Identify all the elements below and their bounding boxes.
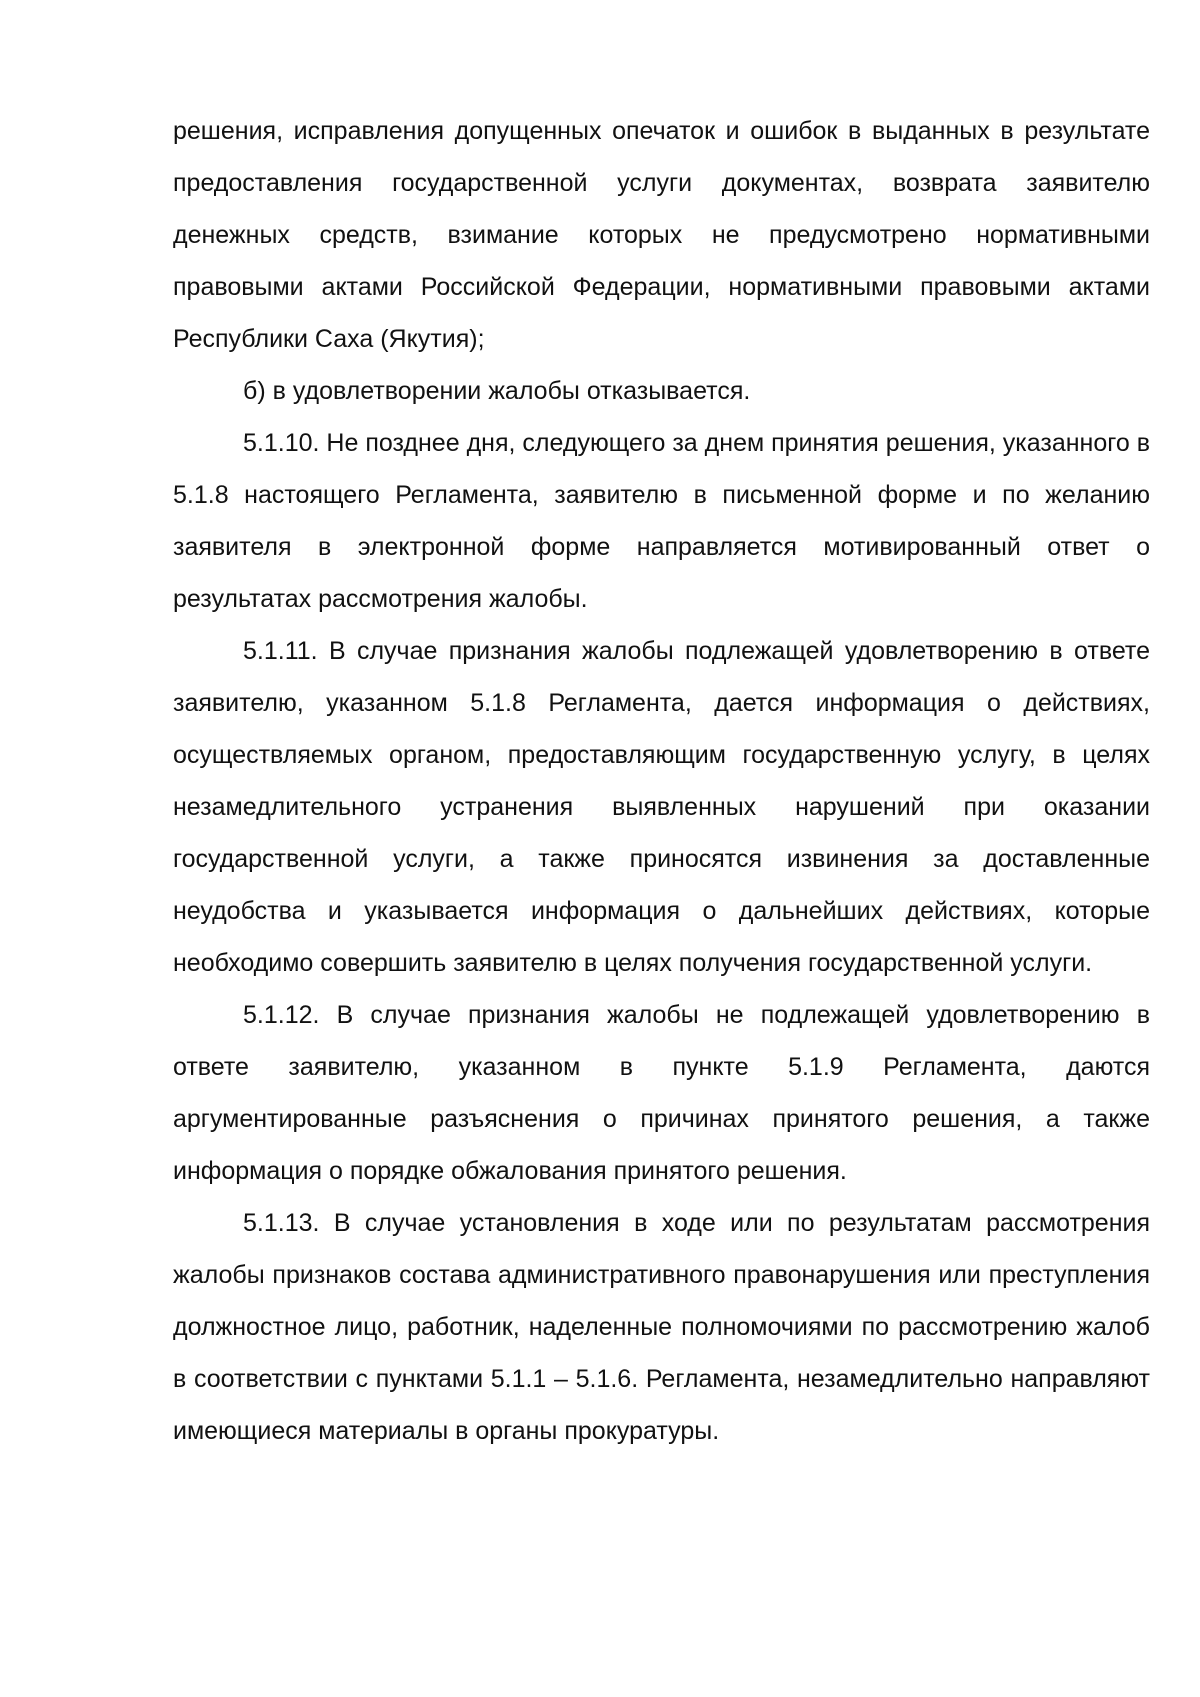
document-page <box>173 105 1150 1457</box>
paragraph-5-1-13: 5.1.13. В случае установления в ходе или по результатам рассмотрения жалобы признаков состава административного правонарушения или преступления должностное лицо, работник, наделенные полномочиями по рассмотрению жалоб в соответствии с пунктами 5.1.1 – 5.1.6. Регламента, незамедлительно направляют имеющиеся материалы в органы прокуратуры. <box>173 1209 1150 1445</box>
paragraph-5-1-11: 5.1.11. В случае признания жалобы подлежащей удовлетворению в ответе заявителю, указанном 5.1.8 Регламента, дается информация о действиях, осуществляемых органом, предоставляющим государственную услугу, в целях незамедлительного устранения выявленных нарушений при оказании государственной услуги, а также приносятся извинения за доставленные неудобства и указывается информация о дальнейших действиях, которые необходимо совершить заявителю в целях получения государственной услуги. <box>173 637 1150 977</box>
paragraph-5-1-10: 5.1.10. Не позднее дня, следующего за днем принятия решения, указанного в 5.1.8 настоящего Регламента, заявителю в письменной форме и по желанию заявителя в электронной форме направляется мотивированный ответ о результатах рассмотрения жалобы. <box>173 429 1150 613</box>
paragraph-item-b: б) в удовлетворении жалобы отказывается. <box>243 377 751 405</box>
paragraph-continuation: решения, исправления допущенных опечаток и ошибок в выданных в результате предоставления государственной услуги документах, возврата заявителю денежных средств, взимание которых не предусмотрено нормативными правовыми актами Российской Федерации, нормативными правовыми актами Республики Саха (Якутия); <box>173 117 1150 353</box>
paragraph-5-1-12: 5.1.12. В случае признания жалобы не подлежащей удовлетворению в ответе заявителю, указанном в пункте 5.1.9 Регламента, даются аргументированные разъяснения о причинах принятого решения, а также информация о порядке обжалования принятого решения. <box>173 1001 1150 1185</box>
